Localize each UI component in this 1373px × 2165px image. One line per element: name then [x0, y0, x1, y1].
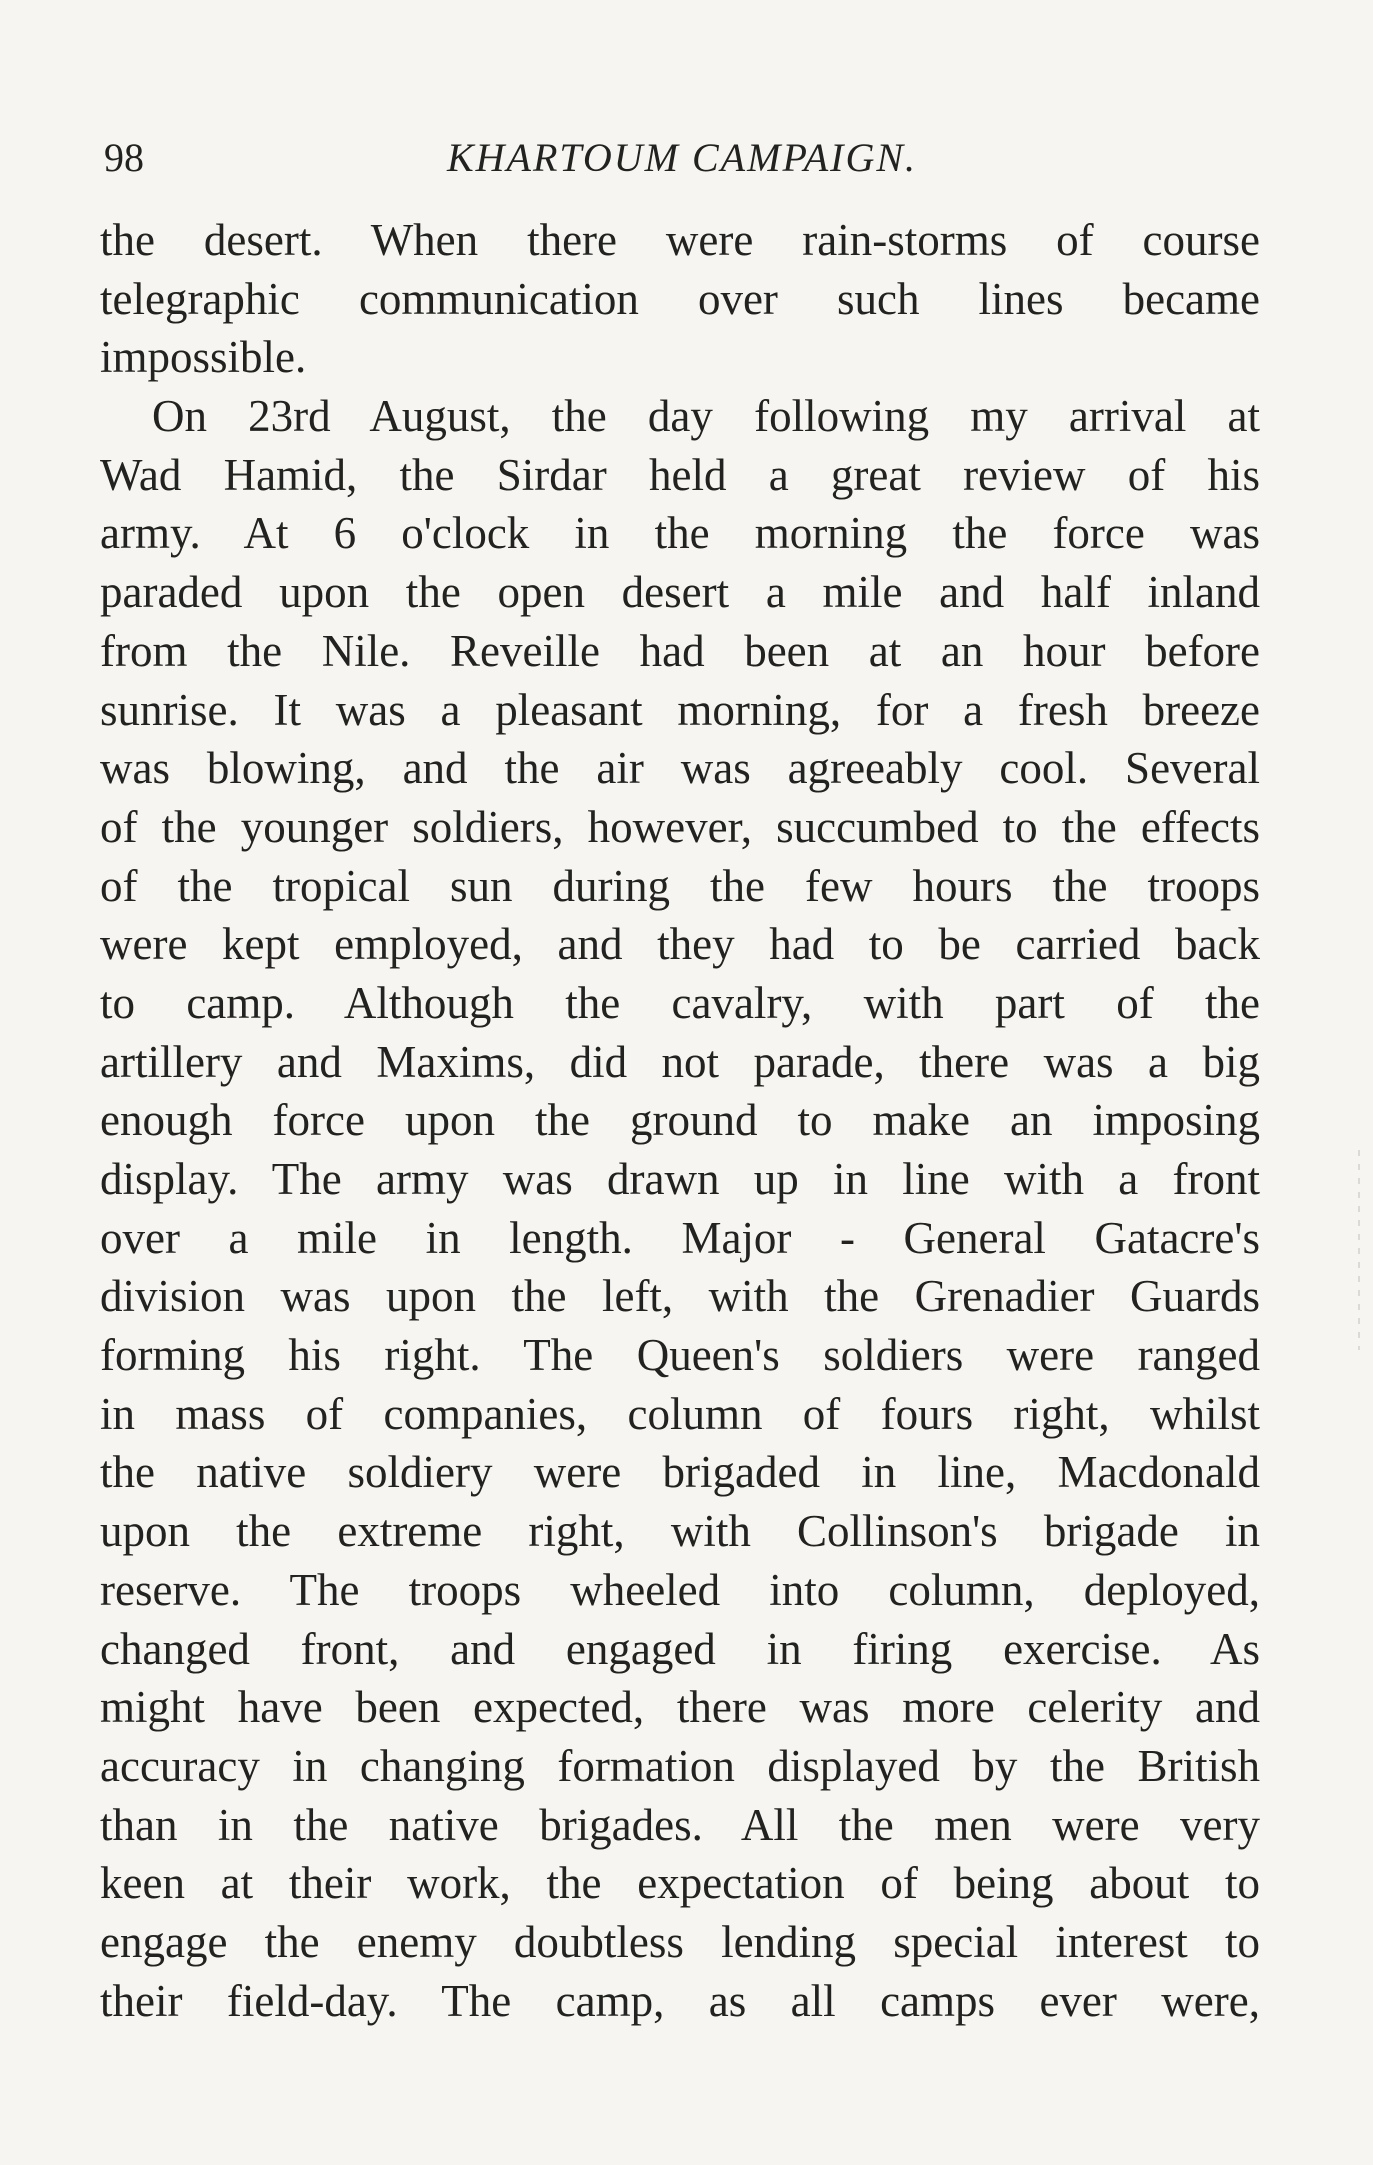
text-line: display. The army was drawn up in line with a front — [100, 1154, 1260, 1204]
text-line: telegraphic communication over such lines became — [100, 273, 1260, 324]
text-line: of the tropical sun during the few hours the troops — [100, 860, 1260, 911]
text-line: upon the extreme right, with Collinson's brigade in — [100, 1506, 1260, 1557]
page-number: 98 — [104, 135, 144, 180]
running-title: KHARTOUM CAMPAIGN. — [446, 135, 918, 180]
text-line: artillery and Maxims, did not parade, there was a big — [100, 1036, 1260, 1087]
text-line: division was upon the left, with the Grenadier Guards — [100, 1271, 1260, 1322]
text-line: accuracy in changing formation displayed by the British — [100, 1740, 1260, 1791]
text-line: army. At 6 o'clock in the morning the force was — [100, 508, 1260, 559]
text-line: of the younger soldiers, however, succumbed to the effects — [100, 801, 1260, 852]
text-line: impossible. — [100, 332, 307, 383]
text-line: forming his right. The Queen's soldiers were ranged — [100, 1330, 1260, 1381]
text-line: to camp. Although the cavalry, with part of the — [100, 977, 1260, 1028]
text-line: than in the native brigades. All the men were very — [100, 1799, 1260, 1850]
text-line: the desert. When there were rain-storms of course — [100, 215, 1260, 265]
running-head — [104, 128, 1260, 188]
text-line: sunrise. It was a pleasant morning, for a fresh breeze — [100, 684, 1260, 735]
body-text — [100, 211, 1260, 2030]
text-line: paraded upon the open desert a mile and half inland — [100, 567, 1260, 618]
text-line: keen at their work, the expectation of being about to — [100, 1858, 1260, 1909]
text-line: was blowing, and the air was agreeably cool. Several — [100, 743, 1260, 794]
text-line: enough force upon the ground to make an imposing — [100, 1095, 1260, 1146]
text-line: over a mile in length. Major - General Gatacre's — [100, 1212, 1260, 1263]
text-line: engage the enemy doubtless lending special interest to — [100, 1916, 1260, 1967]
text-line: On 23rd August, the day following my arrival at — [152, 391, 1260, 442]
text-line: their field-day. The camp, as all camps ever were, — [100, 1975, 1260, 2026]
text-line: might have been expected, there was more celerity and — [100, 1682, 1260, 1733]
text-line: the native soldiery were brigaded in line, Macdonald — [100, 1447, 1260, 1498]
text-line: Wad Hamid, the Sirdar held a great review of his — [100, 449, 1260, 500]
margin-speck — [1358, 1150, 1360, 1350]
text-line: in mass of companies, column of fours right, whilst — [100, 1388, 1260, 1439]
text-line: reserve. The troops wheeled into column, deployed, — [100, 1564, 1260, 1615]
text-line: changed front, and engaged in firing exercise. As — [100, 1623, 1260, 1674]
text-line: from the Nile. Reveille had been at an hour before — [100, 625, 1260, 676]
text-line: were kept employed, and they had to be carried back — [100, 919, 1260, 970]
